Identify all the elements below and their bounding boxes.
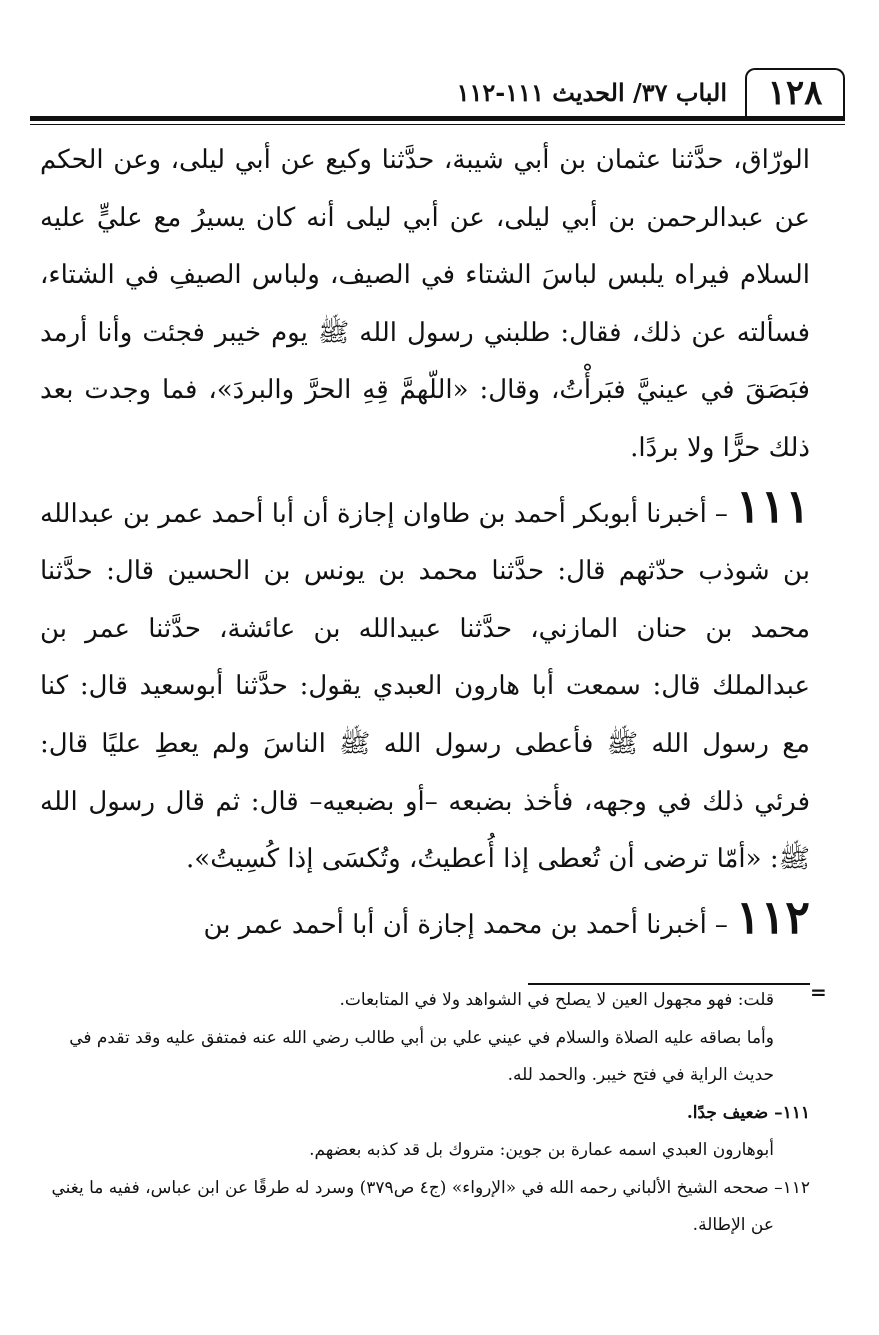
chapter-title: الباب ٣٧/ الحديث ١١١-١١٢ (456, 78, 727, 107)
page-header (30, 62, 845, 118)
hadith-text: أخبرنا أبوبكر أحمد بن طاوان إجازة أن أبا أحمد عمر بن عبدالله بن شوذب حدّثهم قال: حدَّثنا محمد بن يونس بن الحسين قال: حدَّثنا محمد بن حنان المازني، حدَّثنا عبيدالله بن عائشة، حدَّثنا عمر بن عبدالملك قال: سمعت أبا هارون العبدي يقول: حدَّثنا أبوسعيد قال: كنا مع رسول الله ﷺ فأعطى رسول الله ﷺ الناسَ ولم يعطِ عليًا قال: فرئي ذلك في وجهه، فأخذ بضبعه –أو بضبعيه– قال: ثم قال رسول الله ﷺ: «أمّا ترضى أن تُعطى إذا أُعطيتُ، وتُكسَى إذا كُسِيتُ». (40, 498, 810, 875)
footnote-line: قلت: فهو مجهول العين لا يصلح في الشواهد ولا في المتابعات. (339, 990, 774, 1010)
paragraph-continued: الورّاق، حدَّثنا عثمان بن أبي شيبة، حدَّثنا وكيع عن أبي ليلى، وعن الحكم عن عبدالرحمن بن أبي ليلى، عن أبي ليلى أنه كان يسيرُ مع عليٍّ عليه السلام فيراه يلبس لباسَ الشتاء في الصيف، ولباس الصيفِ في الشتاء، فسألته عن ذلك، فقال: طلبني رسول الله ﷺ يوم خيبر فجئت وأنا أرمد فبَصَقَ في عينيَّ فبَرأْتُ، وقال: «اللّهمَّ قِهِ الحرَّ والبردَ»، فما وجدت بعد ذلك حرًّا ولا بردًا. (40, 145, 810, 463)
footnote-continuation-mark: = (810, 980, 827, 1004)
header-rule-thick (30, 116, 845, 121)
hadith-111 (40, 478, 810, 889)
footnote-line: ١١١– ضعيف جدًا. (686, 1102, 810, 1123)
page-number: ١٢٨ (745, 68, 845, 116)
hadith-text: أخبرنا أحمد بن محمد إجازة أن أبا أحمد عمر بن (203, 909, 707, 940)
hadith-number: ١١١ (735, 478, 810, 533)
footnotes (40, 982, 810, 1245)
main-text (40, 132, 810, 954)
hadith-112 (40, 889, 810, 955)
footnote-line: أبوهارون العبدي اسمه عمارة بن جوين: متروك بل قد كذبه بعضهم. (309, 1140, 774, 1160)
dash-separator: – (714, 909, 728, 940)
header-rule-thin (30, 124, 845, 125)
dash-separator: – (714, 498, 728, 529)
hadith-number: ١١٢ (735, 889, 810, 944)
footnote-line: وأما بصاقه عليه الصلاة والسلام في عيني علي بن أبي طالب رضي الله عنه فمتفق عليه وقد تقدم في حديث الراية في فتح خيبر. والحمد لله. (69, 1027, 774, 1085)
footnote-line: ١١٢– صححه الشيخ الألباني رحمه الله في «الإرواء» (ج٤ ص٣٧٩) وسرد له طرقًا عن ابن عباس، ففيه ما يغني عن الإطالة. (51, 1177, 810, 1235)
